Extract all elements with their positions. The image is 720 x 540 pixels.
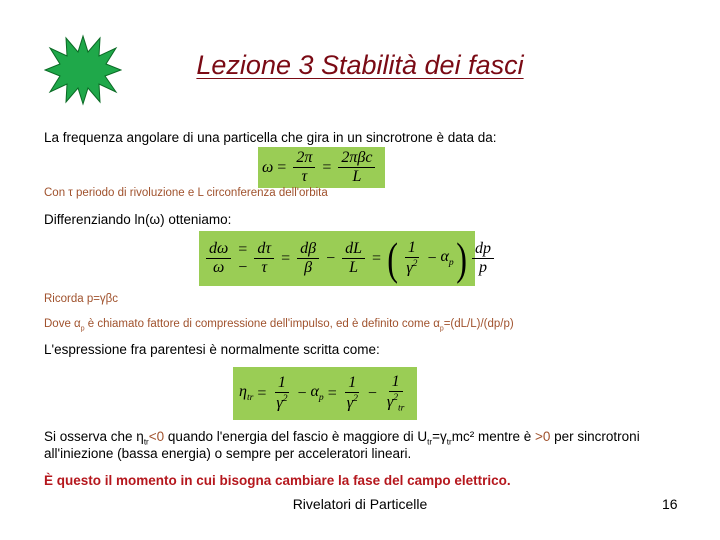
dove-text: Dove $\alpha_p$ è chiamato fattore di compressione dell'impulso, ed è definito come $\alpha_p=(dL/L)/(dp/p)$ xyxy=(44,318,514,333)
note-tau: Con τ periodo di rivoluzione e L circonferenza dell'orbita xyxy=(44,187,328,199)
eq1-fraction-1: $\frac{2\pi}{\tau}$ xyxy=(293,149,315,187)
page-title: Lezione 3 Stabilità dei fasci xyxy=(196,50,524,80)
osserva-text: Si osserva che $\eta_{tr}<0$ quando l'energia del fascio è maggiore di $U_{tr}=\gamma_{tr}mc^2$ mentre è >0 per sincrotroni xyxy=(44,429,640,447)
eq1-equals: = xyxy=(277,158,287,176)
eq1-fraction-2: $\frac{\text{2πβc}}{L}$ xyxy=(338,149,375,187)
ricorda-text: Ricorda p=γβc xyxy=(44,293,119,305)
espressione-text: L'espressione fra parentesi è normalmente scritta come: xyxy=(44,342,380,357)
equation-differential: $\frac{d\omega}{\omega}$ = − $\frac{d\tau}{\tau}$ = $\frac{d\beta}{\beta}$ − $\frac{dL}{L}$ = ( $\frac{1}{\gamma^2}$ − $\alpha_p$ ) $\frac{dp}{p}$ xyxy=(199,231,475,286)
equation-eta-tr: $\eta_{tr}$ = $\frac{1}{\gamma^2}$ − $\alpha_p$ = $\frac{1}{\gamma^2}$ − $\frac{1}{\gamma^2_{tr}}$ xyxy=(233,367,417,420)
differentiation-text: Differenziando ln(ω) otteniamo: xyxy=(44,212,232,227)
intro-text: La frequenza angolare di una particella che gira in un sincrotrone è data da: xyxy=(44,130,497,145)
page-number: 16 xyxy=(662,496,678,512)
equation-angular-frequency xyxy=(258,147,385,188)
osserva-text-line2: all'iniezione (bassa energia) o sempre per acceleratori lineari. xyxy=(44,446,412,461)
conclusion-text: È questo il momento in cui bisogna cambiare la fase del campo elettrico. xyxy=(44,473,511,488)
footer-text: Rivelatori di Particelle xyxy=(292,496,428,512)
eq1-equals-2: = xyxy=(322,158,332,176)
eq1-omega: ω xyxy=(262,158,274,176)
